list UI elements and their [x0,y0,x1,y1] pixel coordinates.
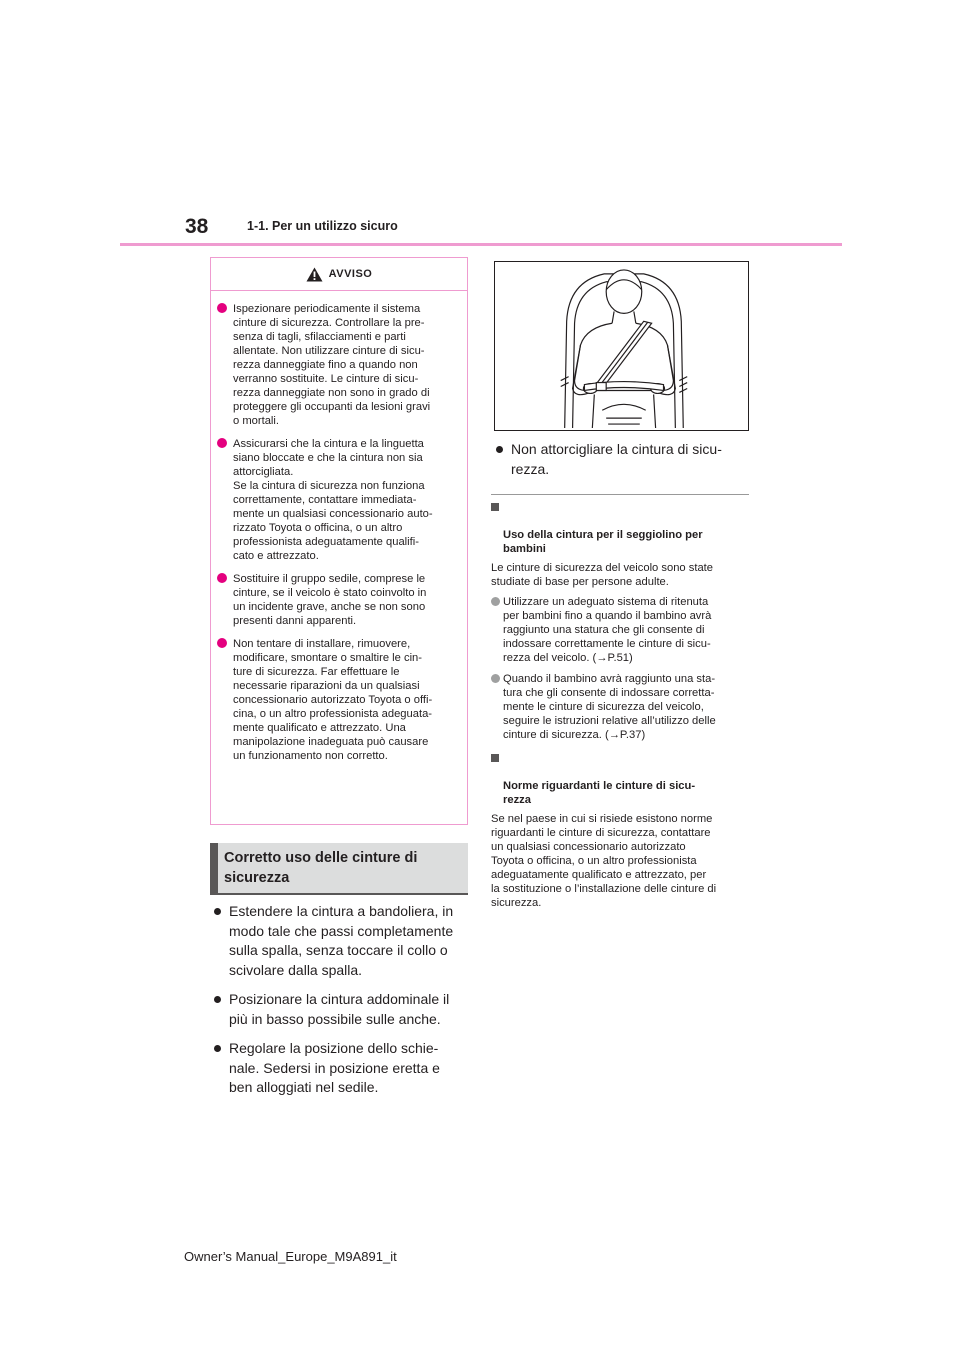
list-item [491,595,753,665]
list-item-text: Estendere la cintura a bandoliera, in modo tale che passi completamente sulla spalla, senza toccare il collo o scivolare dalla spalla. [229,903,454,978]
banner-bar [210,843,218,893]
warning-item-text: Non tentare di installare, rimuovere, modificare, smontare o smaltire le cin- ture di sicurezza. Far effettuare le necessarie riparazioni da un qualsiasi concessionario autorizzato Toyota o offi- cina, o un altro professionista adeguata- mente qualificato e attrezzato. Una manipolazione inadeguata può causare un funzionamento non corretto. [233,638,433,762]
page-number: 38 [185,215,209,238]
warning-item [217,572,459,628]
bullet-dot-icon [491,597,500,606]
bullet-dot-icon [217,438,227,448]
list-item-text: Regolare la posizione dello schie- nale. Sedersi in posizione eretta e ben alloggiati nel sedile. [229,1040,440,1095]
child-seat-heading [491,500,753,556]
section-heading: 1-1. Per un utilizzo sicuro [247,219,398,233]
list-item [212,1039,470,1098]
warning-item-text: Sostituire il gruppo sedile, comprese le cinture, se il veicolo è stato coinvolto in un incidente grave, anche se non sono presenti danni apparenti. [233,573,427,627]
warning-item-text: Ispezionare periodicamente il sistema cinture di sicurezza. Controllare la pre- senza di tagli, sfilacciamenti e parti allentate. Non utilizzare cinture di sicu- rezza danneggiate fino a quando non verranno sostituite. Le cinture di sicu- rezza danneggiate non sono in grado di proteggere gli occupanti da lesioni gravi o mortali. [233,303,431,427]
list-item [212,990,470,1029]
right-column [491,500,753,916]
list-item [212,902,470,980]
right-bullet [494,440,752,489]
seated-person-seatbelt-icon [495,262,748,430]
warning-item [217,637,459,763]
regulation-text: Se nel paese in cui si risiede esistono norme riguardanti le cinture di sicurezza, contattare un qualsiasi concessionario autorizzato Toyota o officina, o un altro professionista adeguatamente qualificato e attrezzato, per la sostituzione o l’installazione delle cinture di sicurezza. [491,813,717,909]
bullet-dot-icon [496,446,503,453]
bullet-dot-icon [217,638,227,648]
warning-list [211,291,467,763]
bullet-dot-icon [214,908,221,915]
regulation-heading [491,751,753,807]
bullet-dot-icon [217,303,227,313]
list-item [491,672,753,742]
list-item-text: Quando il bambino avrà raggiunto una sta- tura che gli consente di indossare corretta- mente le cinture di sicurezza del veicolo, seguire le istruzioni relative all’utilizzo delle cinture di sicurezza. (→P.37) [503,673,716,741]
bullet-dot-icon [214,996,221,1003]
list-item-text: Posizionare la cintura addominale il più in basso possibile sulle anche. [229,991,450,1027]
square-bullet-icon [491,503,499,511]
warning-item-text: Assicurarsi che la cintura e la linguetta siano bloccate e che la cintura non sia attorcigliata. Se la cintura di sicurezza non funziona correttamente, contattare immediata- mente un qualsiasi concessionario auto- rizzato Toyota o officina, o un altro professionista adeguatamente qualifi- cato e attrezzato. [233,438,433,562]
warning-header [211,258,467,291]
regulation-heading-text: Norme riguardanti le cinture di sicu- rezza [503,780,696,806]
bullet-dot-icon [217,573,227,583]
warning-triangle-icon [306,267,323,282]
section-banner [210,843,468,895]
bullet-dot-icon [214,1045,221,1052]
square-bullet-icon [491,754,499,762]
warning-item [217,437,459,563]
warning-item [217,302,459,428]
list-item-text: Utilizzare un adeguato sistema di ritenuta per bambini fino a quando il bambino avrà raggiunto una statura che gli consente di indossare correttamente le cinture di sicu- rezza del veicolo. (→P.51) [503,596,712,664]
seatbelt-illustration [494,261,749,431]
section-banner-title: Corretto uso delle cinture di sicurezza [224,850,418,886]
warning-box [210,257,468,825]
child-seat-heading-text: Uso della cintura per il seggiolino per bambini [503,529,703,555]
warning-title: AVVISO [328,268,373,280]
bullet-dot-icon [491,674,500,683]
list-item [494,440,752,479]
list-item-text: Non attorcigliare la cintura di sicu- rezza. [511,441,722,477]
child-seat-intro: Le cinture di sicurezza del veicolo sono state studiate di base per persone adulte. [491,562,714,588]
main-bullet-list [212,902,470,1108]
header-rule [120,243,842,246]
footer: Owner’s Manual_Europe_M9A891_it [184,1249,397,1264]
section-divider [491,494,749,495]
